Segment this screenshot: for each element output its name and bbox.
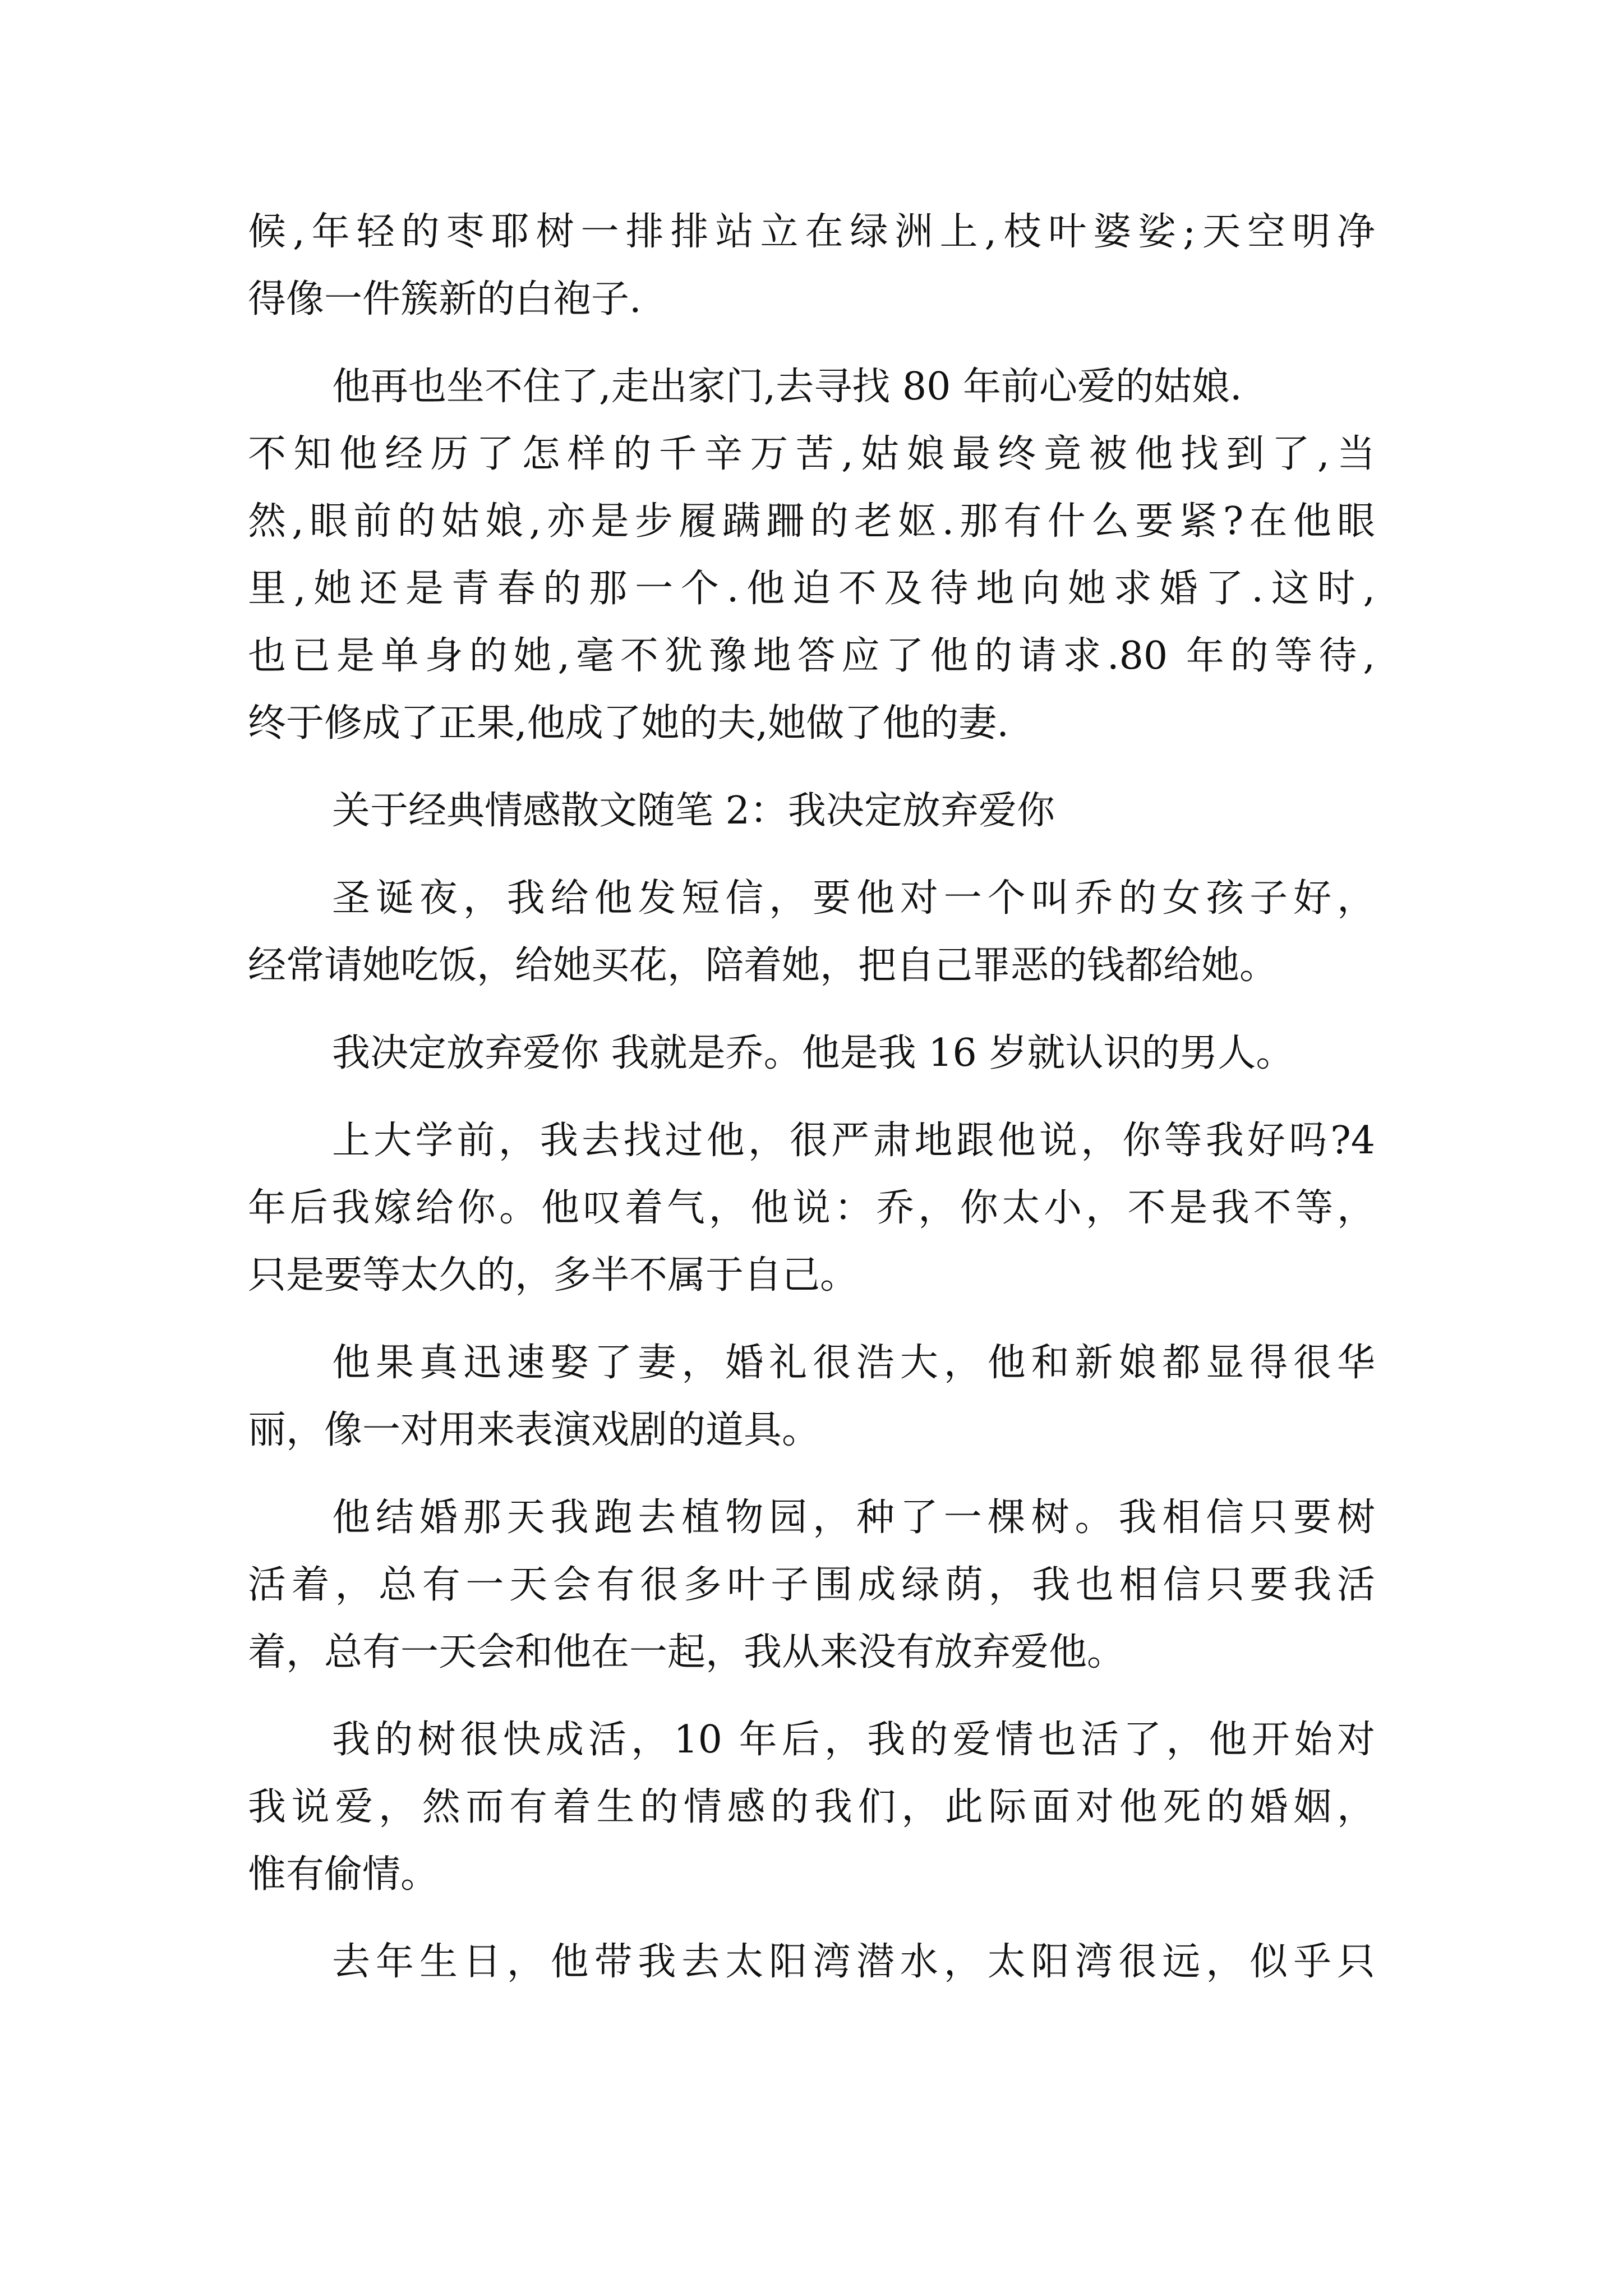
paragraph-gap <box>248 845 1375 865</box>
text-line: 去年生日，他带我去太阳湾潜水，太阳湾很远，似乎只 <box>332 1940 1375 1984</box>
text-line: 着，总有一天会和他在一起，我从来没有放弃爱他。 <box>248 1630 1126 1674</box>
section-heading: 关于经典情感散文随笔 2：我决定放弃爱你 <box>332 789 1055 833</box>
text-line: 不知他经历了怎样的千辛万苦,姑娘最终竟被他找到了,当 <box>248 432 1375 476</box>
text-line: 里,她还是青春的那一个.他迫不及待地向她求婚了.这时, <box>248 567 1375 611</box>
paragraph-gap <box>248 1087 1375 1107</box>
paragraph-gap <box>248 1309 1375 1329</box>
text-line: 只是要等太久的，多半不属于自己。 <box>248 1253 859 1297</box>
text-line: 丽，像一对用来表演戏剧的道具。 <box>248 1408 820 1452</box>
text-line: 他果真迅速娶了妻，婚礼很浩大，他和新娘都显得很华 <box>332 1341 1375 1385</box>
paragraph-gap <box>248 757 1375 777</box>
text-line: 上大学前，我去找过他，很严肃地跟他说，你等我好吗?4 <box>332 1119 1375 1163</box>
text-line: 得像一件簇新的白袍子. <box>248 277 642 321</box>
text-line: 年后我嫁给你。他叹着气，他说：乔，你太小，不是我不等， <box>248 1186 1375 1230</box>
text-line: 活着，总有一天会有很多叶子围成绿荫，我也相信只要我活 <box>248 1563 1375 1607</box>
text-line: 终于修成了正果,他成了她的夫,她做了他的妻. <box>248 701 1009 746</box>
text-line: 他再也坐不住了,走出家门,去寻找 80 年前心爱的姑娘. <box>332 365 1242 409</box>
text-line: 惟有偷情。 <box>248 1852 439 1897</box>
paragraph-gap <box>248 1000 1375 1020</box>
text-line: 我的树很快成活，10 年后，我的爱情也活了，他开始对 <box>332 1718 1375 1762</box>
text-line: 也已是单身的她,毫不犹豫地答应了他的请求.80 年的等待, <box>248 634 1375 678</box>
text-line: 圣诞夜，我给他发短信，要他对一个叫乔的女孩子好， <box>332 876 1375 921</box>
text-line: 经常请她吃饭，给她买花，陪着她，把自己罪恶的钱都给她。 <box>248 944 1278 988</box>
paragraph-gap <box>248 1686 1375 1706</box>
paragraph-gap <box>248 1464 1375 1484</box>
paragraph-gap <box>248 333 1375 353</box>
text-line: 候,年轻的枣耶树一排排站立在绿洲上,枝叶婆娑;天空明净 <box>248 210 1375 254</box>
text-line: 他结婚那天我跑去植物园，种了一棵树。我相信只要树 <box>332 1496 1375 1540</box>
text-line: 然,眼前的姑娘,亦是步履蹒跚的老妪.那有什么要紧?在他眼 <box>248 499 1375 544</box>
document-body <box>248 199 1375 1996</box>
text-line: 我决定放弃爱你 我就是乔。他是我 16 岁就认识的男人。 <box>332 1031 1294 1075</box>
paragraph-gap <box>248 1908 1375 1929</box>
text-line: 我说爱，然而有着生的情感的我们，此际面对他死的婚姻， <box>248 1785 1375 1829</box>
